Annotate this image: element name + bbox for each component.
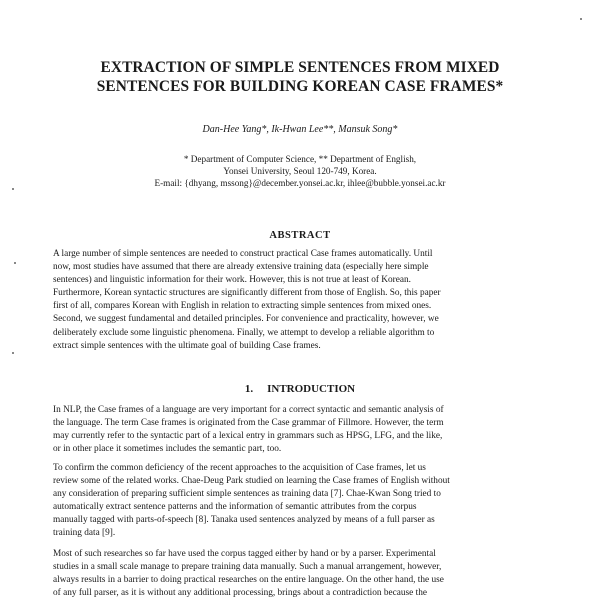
section-number: 1. [244, 383, 254, 395]
affiliation-line-2: Yonsei University, Seoul 120-749, Korea. [223, 166, 377, 176]
body-line: review some of the related works. Chae-Deug Park studied on learning the Case frames of English without [53, 476, 450, 487]
author-list: Dan-Hee Yang*, Ik-Hwan Lee**, Mansuk Song* [202, 124, 398, 135]
abstract-line: now, most studies have assumed that there are already extensive training data (especially here simple [53, 262, 429, 273]
intro-paragraph-3 [53, 548, 546, 600]
intro-paragraph-1 [53, 404, 546, 456]
title-line-2: SENTENCES FOR BUILDING KOREAN CASE FRAMES* [96, 78, 504, 95]
abstract-heading: ABSTRACT [269, 230, 331, 241]
abstract-line: deliberately exclude some linguistic phenomena. Finally, we attempt to develop a reliable algorithm to [53, 327, 435, 338]
email-line: E-mail: {dhyang, mssong}@december.yonsei.ac.kr, ihlee@bubble.yonsei.ac.kr [154, 178, 446, 188]
body-line: To confirm the common deficiency of the recent approaches to the acquisition of Case frames, let us [53, 463, 426, 473]
affiliation-block [0, 153, 600, 189]
scan-speck [14, 262, 16, 264]
abstract-line: sentences) and linguistic information for their work. However, this is not true at least of Korean. [53, 275, 411, 286]
body-line: may currently refer to the syntactic part of a lexical entry in grammars such as HPSG, LFG, and the like, [53, 431, 443, 442]
abstract-line: Second, we suggest fundamental and detailed principles. For convenience and practicality, however, we [53, 314, 439, 325]
paper-title [40, 58, 560, 96]
scan-speck [580, 18, 582, 20]
body-line: manually tagged with parts-of-speech [8]. Tanaka used sentences analyzed by means of a full parser as [53, 515, 435, 526]
scan-speck [12, 352, 14, 354]
body-line: always results in a barrier to doing practical researches on the entire language. On the other hand, the use [53, 575, 444, 586]
body-line: or in other place it sometimes includes the semantic part, too. [53, 444, 282, 455]
body-line: In NLP, the Case frames of a language are very important for a correct syntactic and semantic analysis of [53, 405, 444, 415]
body-line: training data [9]. [53, 528, 116, 539]
intro-paragraph-2 [53, 462, 546, 541]
abstract-line: A large number of simple sentences are needed to construct practical Case frames automatically. Until [53, 249, 433, 259]
body-line: Most of such researches so far have used the corpus tagged either by hand or by a parser. Experimental [53, 549, 436, 559]
scan-speck [12, 188, 14, 190]
body-line: studies in a small scale manage to prepare training data manually. Such a manual arrangement, however, [53, 562, 442, 573]
abstract-body [53, 248, 546, 353]
section-heading-introduction [0, 383, 600, 395]
body-line: automatically extract sentence patterns and the information of semantic attributes from the corpus [53, 502, 417, 513]
body-line: the language. The term Case frames is originated from the Case grammar of Fillmore. However, the term [53, 418, 444, 429]
abstract-line: extract simple sentences with the ultimate goal of building Case frames. [53, 340, 321, 351]
abstract-line: Furthermore, Korean syntactic structures are significantly different from those of English. So, this paper [53, 288, 441, 299]
body-line: any consideration of preparing sufficient simple sentences as training data [7]. Chae-Kwan Song tried to [53, 489, 441, 500]
title-line-1: EXTRACTION OF SIMPLE SENTENCES FROM MIXED [100, 59, 500, 76]
section-label: INTRODUCTION [267, 383, 356, 395]
affiliation-line-1: * Department of Computer Science, ** Department of English, [183, 154, 417, 164]
abstract-line: first of all, compares Korean with English in relation to extracting simple sentences from mixed ones. [53, 301, 432, 312]
body-line: of any full parser, as it is without any additional processing, brings about a contradiction because the [53, 588, 427, 599]
